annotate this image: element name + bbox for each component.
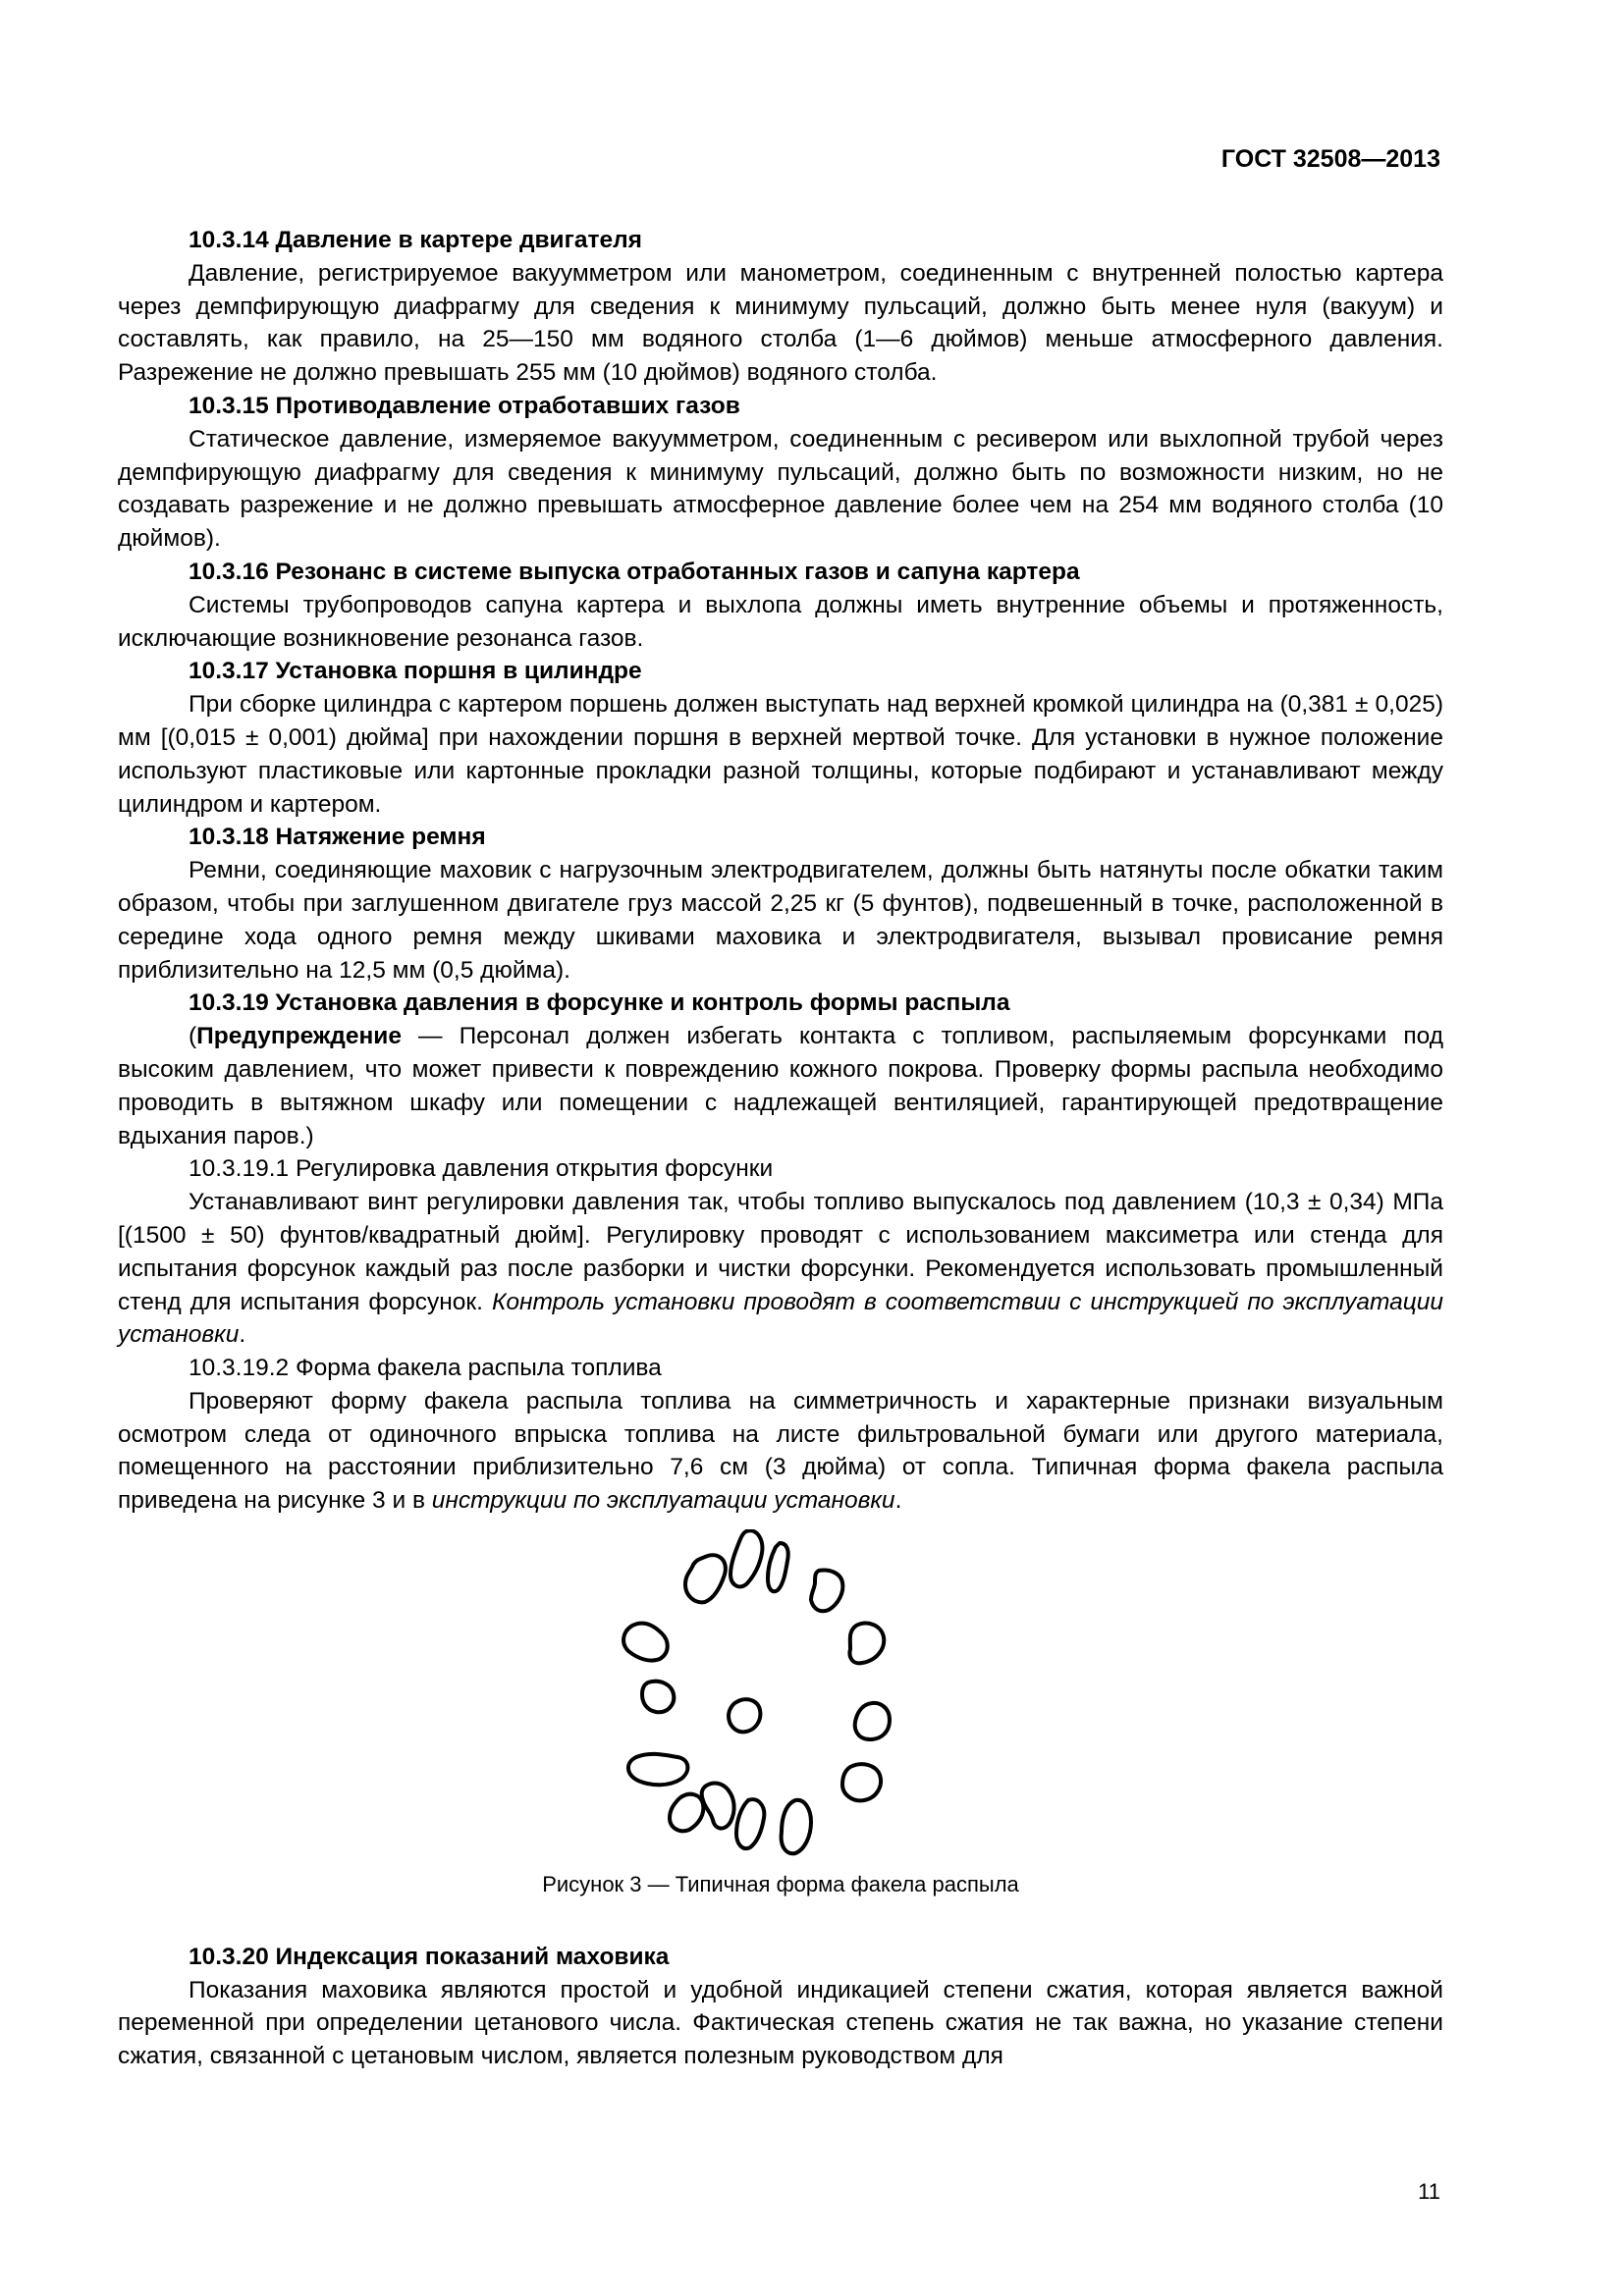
section-title-10-3-19: 10.3.19 Установка давления в форсунке и контроль формы распыла: [189, 989, 1010, 1017]
spray-blob: [670, 1794, 703, 1832]
spray-blob: [628, 1754, 687, 1785]
section-title-10-3-18: 10.3.18 Натяжение ремня: [189, 824, 486, 851]
section-title-10-3-17: 10.3.17 Установка поршня в цилиндре: [189, 658, 642, 685]
section-text-10-3-17: При сборке цилиндра с картером поршень должен выступать над верхней кромкой цилиндра на (0,381 ± 0,025) мм [(0,015 ± 0,001) дюйма] при нахождении поршня в верхней мертвой точке. Для установки в нужное положение используют пластиковые или картонные прокладки разной толщины, которые подбирают и устанавливают между цилиндром и картером.: [118, 691, 1443, 818]
section-title-10-3-16: 10.3.16 Резонанс в системе выпуска отработанных газов и сапуна картера: [189, 558, 1080, 585]
spray-blob: [623, 1624, 668, 1661]
page-number: 11: [1418, 2179, 1440, 2204]
subsection-text-10-3-19-1: [118, 1186, 1443, 1352]
sub1-end: .: [239, 1321, 246, 1349]
spray-blob: [782, 1800, 811, 1853]
figure-caption: Рисунок 3 — Типичная форма факела распыла: [542, 1872, 1019, 1897]
spray-blob: [850, 1624, 885, 1664]
spray-blob: [685, 1555, 726, 1602]
warning-text: — Персонал должен избегать контакта с топливом, распыляемым форсунками под высоким давлением, что может привести к повреждению кожного покрова. Проверку формы распыла необходимо проводить в вытяжном шкафу или помещении с надлежащей вентиляцией, гарантирующей предотвращение вдыхания паров.): [118, 1023, 1443, 1149]
spray-blob: [729, 1699, 760, 1732]
spray-blob: [736, 1799, 764, 1848]
warning-label: Предупреждение: [196, 1023, 402, 1050]
section-title-10-3-20: 10.3.20 Индексация показаний маховика: [189, 1943, 670, 1970]
sub1-italic: Контроль установки проводят в соответствии с инструкцией по эксплуатации установки: [118, 1288, 1443, 1349]
sub1-text: Устанавливают винт регулировки давления так, чтобы топливо выпускалось под давлением (10,3 ± 0,34) МПа [(1500 ± 50) фунтов/квадратный дюйм]. Регулировку проводят с использованием максиметра или стенда для испытания форсунок каждый раз после разборки и чистки форсунки. Рекомендуется использовать промышленный стенд для испытания форсунок.: [118, 1189, 1443, 1315]
sub2-end: .: [894, 1487, 902, 1515]
subsection-text-10-3-19-2: [118, 1385, 1443, 1518]
warning-open-paren: (: [189, 1023, 197, 1050]
section-text-10-3-16: Системы трубопроводов сапуна картера и выхлопа должны иметь внутренние объемы и протяженность, исключающие возникновение резонанса газов.: [118, 591, 1443, 652]
warning-paragraph: [118, 1020, 1443, 1152]
spray-blob: [855, 1703, 890, 1739]
section-title-10-3-14: 10.3.14 Давление в картере двигателя: [189, 227, 642, 253]
section-text-10-3-14: Давление, регистрируемое вакуумметром или манометром, соединенным с внутренней полостью картера через демпфирующую диафрагму для сведения к минимуму пульсаций, должно быть менее нуля (вакуум) и составлять, как правило, на 25—150 мм водяного столба (1—6 дюймов) меньше атмосферного давления. Разрежение не должно превышать 255 мм (10 дюймов) водяного столба.: [118, 259, 1443, 387]
spray-blob: [731, 1530, 762, 1586]
section-text-10-3-20: Показания маховика являются простой и удобной индикацией степени сжатия, которая является важной переменной при определении цетанового числа. Фактическая степень сжатия не так важна, но указание степени сжатия, связанной с цетановым числом, является полезным руководством для: [118, 1976, 1443, 2070]
spray-blob: [768, 1543, 788, 1591]
spray-blob: [642, 1682, 674, 1713]
section-text-10-3-15: Статическое давление, измеряемое вакуумметром, соединенным с ресивером или выхлопной трубой через демпфирующую диафрагму для сведения к минимуму пульсаций, должно быть по возможности низким, но не создавать разрежение и не должно превышать атмосферное давление более чем на 254 мм водяного столба (10 дюймов).: [118, 425, 1443, 553]
spray-blob: [842, 1764, 881, 1800]
section-title-10-3-15: 10.3.15 Противодавление отработавших газов: [189, 392, 740, 419]
spray-pattern-image: [609, 1529, 962, 1868]
subsection-title-10-3-19-1: 10.3.19.1 Регулировка давления открытия форсунки: [189, 1155, 774, 1183]
document-id: ГОСТ 32508—2013: [1220, 145, 1440, 173]
sub2-text: Проверяют форму факела распыла топлива на симметричность и характерные признаки визуальным осмотром следа от одиночного впрыска топлива на листе фильтровальной бумаги или другого материала, помещенного на расстоянии приблизительно 7,6 см (3 дюйма) от сопла. Типичная форма факела распыла приведена на рисунке 3 и в: [118, 1387, 1443, 1515]
subsection-title-10-3-19-2: 10.3.19.2 Форма факела распыла топлива: [189, 1355, 662, 1382]
spray-blob: [811, 1571, 842, 1612]
section-text-10-3-18: Ремни, соединяющие маховик с нагрузочным электродвигателем, должны быть натянуты после обкатки таким образом, чтобы при заглушенном двигателе груз массой 2,25 кг (5 фунтов), подвешенный в точке, расположенной в середине хода одного ремня между шкивами маховика и электродвигателя, вызывал провисание ремня приблизительно на 12,5 мм (0,5 дюйма).: [118, 857, 1443, 984]
spray-blob: [702, 1784, 734, 1829]
sub2-italic: инструкции по эксплуатации установки: [431, 1487, 895, 1515]
figure-3: [118, 1529, 1443, 1868]
document-body: [118, 224, 1443, 2073]
